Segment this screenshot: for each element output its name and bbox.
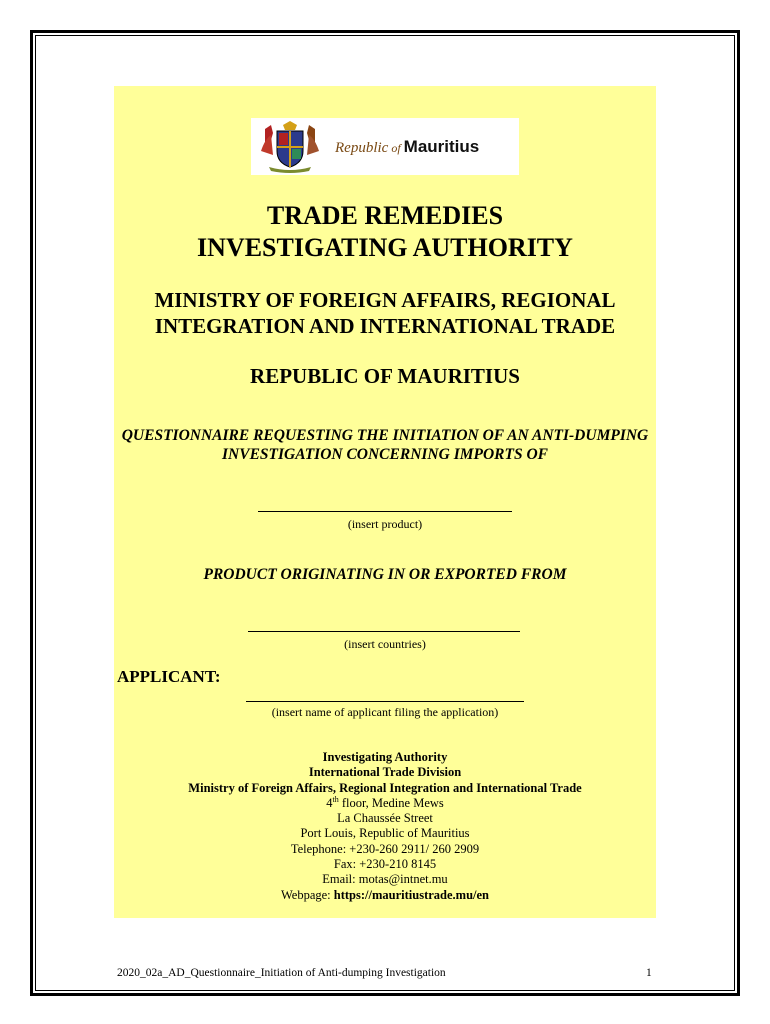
applicant-blank-line <box>246 701 524 702</box>
countries-blank-line <box>248 631 520 632</box>
webpage-link[interactable]: https://mauritiustrade.mu/en <box>333 887 489 902</box>
contact-street: La Chaussée Street <box>337 811 433 826</box>
contact-webpage <box>114 888 656 903</box>
authority-title: TRADE REMEDIES INVESTIGATING AUTHORITY <box>197 201 573 262</box>
contact-floor <box>114 796 656 811</box>
contact-city: Port Louis, Republic of Mauritius <box>300 826 470 841</box>
contact-division: International Trade Division <box>308 765 462 780</box>
republic-title: REPUBLIC OF MAURITIUS <box>250 364 520 388</box>
applicant-label: APPLICANT: <box>117 667 221 686</box>
product-blank-line <box>258 511 512 512</box>
logo-mauritius-text: Mauritius <box>403 136 480 156</box>
contact-telephone: Telephone: +230-260 2911/ 260 2909 <box>290 841 480 856</box>
ministry-title: MINISTRY OF FOREIGN AFFAIRS, REGIONAL INTEGRATION AND INTERNATIONAL TRADE <box>154 288 616 338</box>
webpage-label: Webpage: <box>280 887 334 902</box>
logo-republic-text: Republic <box>335 139 389 156</box>
questionnaire-heading: QUESTIONNAIRE REQUESTING THE INITIATION OF AN ANTI-DUMPING INVESTIGATION CONCERNING IMPORTS OF <box>121 427 649 463</box>
floor-building: floor, Medine Mews <box>338 795 444 810</box>
coat-of-arms-icon <box>255 121 325 173</box>
logo-of-text: of <box>391 140 401 155</box>
contact-authority: Investigating Authority <box>322 750 448 764</box>
floor-suffix: th <box>332 794 339 804</box>
footer-page-number: 1 <box>646 967 652 979</box>
republic-of-mauritius-logo <box>251 118 519 175</box>
contact-ministry: Ministry of Foreign Affairs, Regional Integration and International Trade <box>188 780 582 795</box>
origin-heading: PRODUCT ORIGINATING IN OR EXPORTED FROM <box>203 566 567 583</box>
product-hint: (insert product) <box>347 517 423 531</box>
contact-fax: Fax: +230-210 8145 <box>333 857 437 872</box>
contact-block <box>114 750 656 903</box>
contact-email: Email: motas@intnet.mu <box>322 872 448 887</box>
logo-wordmark <box>335 137 479 157</box>
footer-filename: 2020_02a_AD_Questionnaire_Initiation of Anti-dumping Investigation <box>117 967 446 979</box>
applicant-hint: (insert name of applicant filing the application) <box>271 705 499 719</box>
countries-hint: (insert countries) <box>344 637 426 651</box>
floor-number: 4 <box>326 795 333 810</box>
